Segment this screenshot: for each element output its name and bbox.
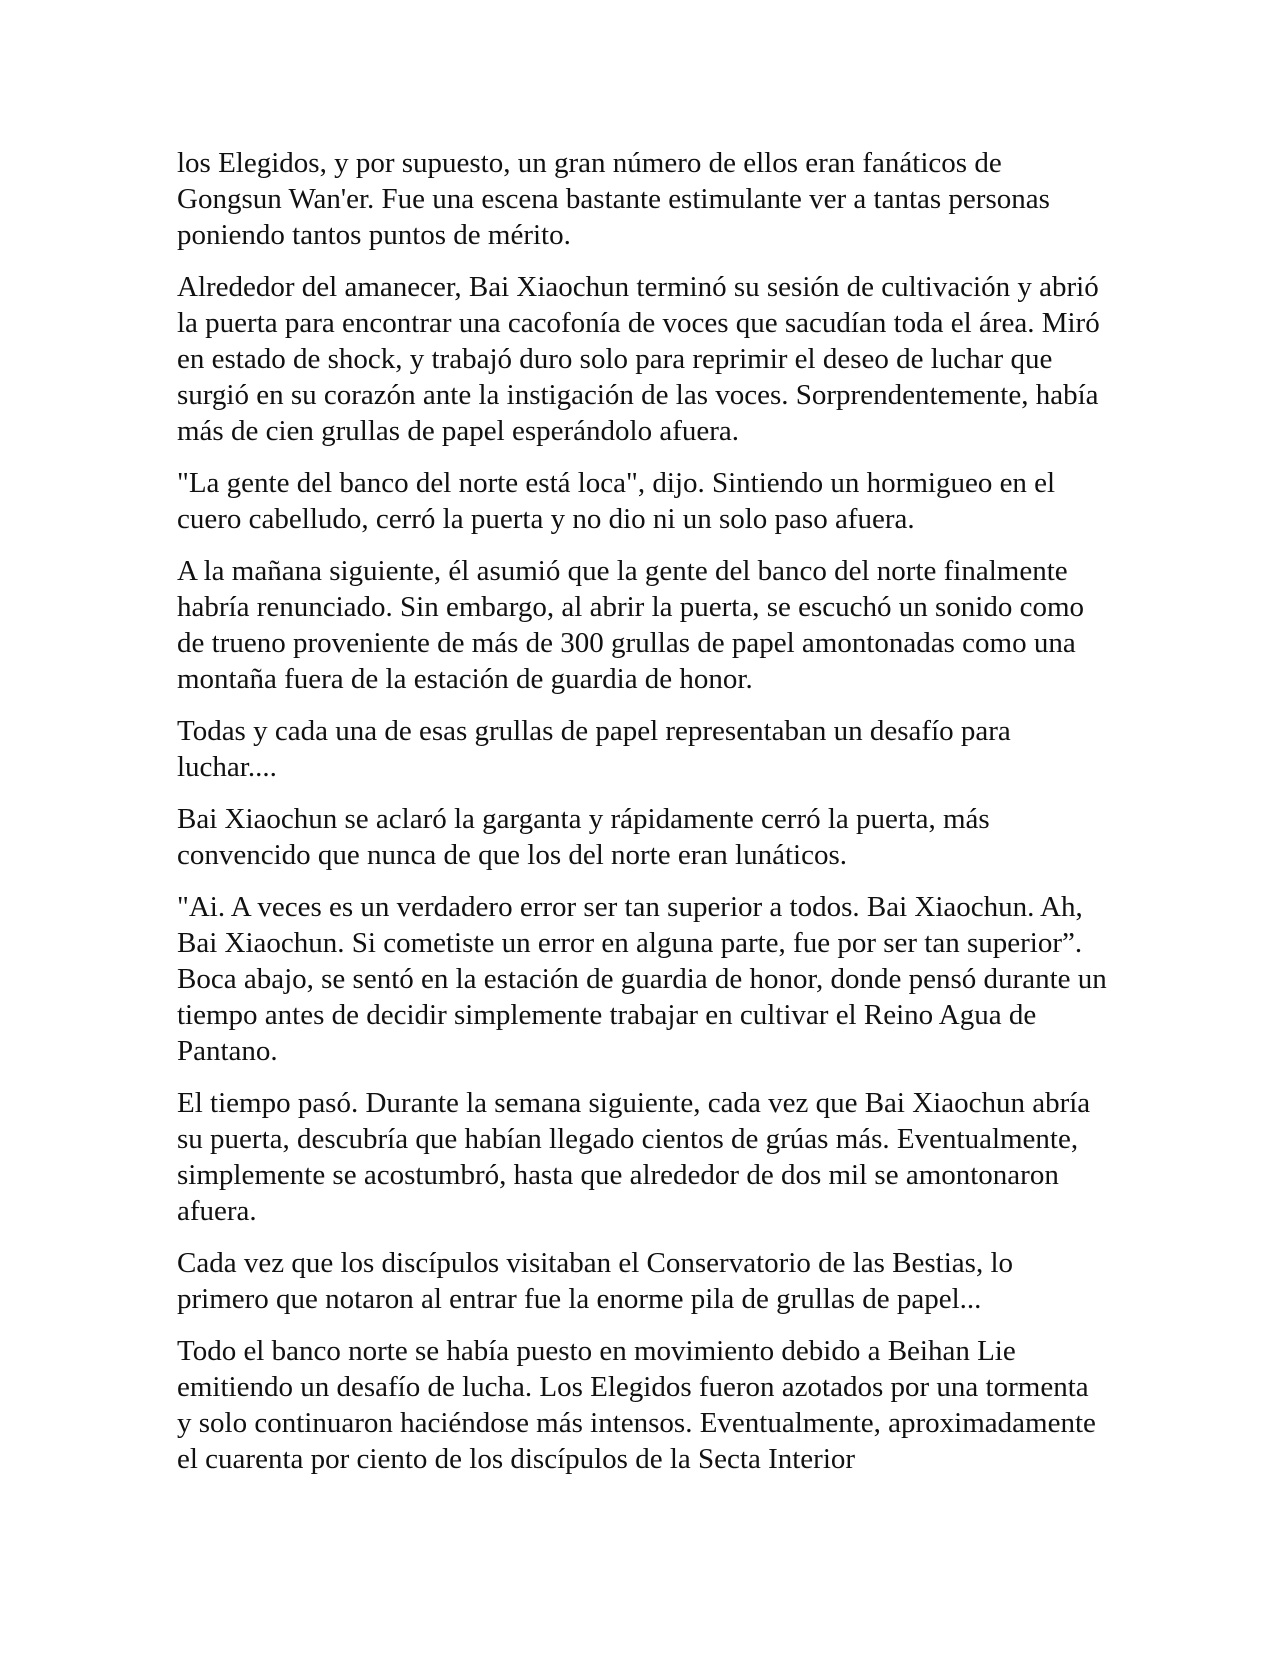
paragraph-4: A la mañana siguiente, él asumió que la gente del banco del norte finalmente habría renunciado. Sin embargo, al abrir la puerta, se escuchó un sonido como de trueno proveniente de más de 300 grullas de papel amontonadas como una montaña fuera de la estación de guardia de honor. bbox=[177, 555, 1085, 695]
body-text bbox=[177, 145, 1107, 1493]
paragraph-3: "La gente del banco del norte está loca", dijo. Sintiendo un hormigueo en el cuero cabelludo, cerró la puerta y no dio ni un solo paso afuera. bbox=[177, 467, 1056, 535]
paragraph-7: "Ai. A veces es un verdadero error ser tan superior a todos. Bai Xiaochun. Ah, Bai Xiaochun. Si cometiste un error en alguna parte, fue por ser tan superior”. Boca abajo, se sentó en la estación de guardia de honor, donde pensó durante un tiempo antes de decidir simplemente trabajar en cultivar el Reino Agua de Pantano. bbox=[177, 891, 1107, 1067]
paragraph-9: Cada vez que los discípulos visitaban el Conservatorio de las Bestias, lo primero que notaron al entrar fue la enorme pila de grullas de papel... bbox=[177, 1247, 1014, 1315]
paragraph-8: El tiempo pasó. Durante la semana siguiente, cada vez que Bai Xiaochun abría su puerta, descubría que habían llegado cientos de grúas más. Eventualmente, simplemente se acostumbró, hasta que alrededor de dos mil se amontonaron afuera. bbox=[177, 1087, 1091, 1227]
paragraph-2: Alrededor del amanecer, Bai Xiaochun terminó su sesión de cultivación y abrió la puerta para encontrar una cacofonía de voces que sacudían toda el área. Miró en estado de shock, y trabajó duro solo para reprimir el deseo de luchar que surgió en su corazón ante la instigación de las voces. Sorprendentemente, había más de cien grullas de papel esperándolo afuera. bbox=[177, 271, 1100, 447]
paragraph-5: Todas y cada una de esas grullas de papel representaban un desafío para luchar.... bbox=[177, 715, 1011, 783]
paragraph-1: los Elegidos, y por supuesto, un gran número de ellos eran fanáticos de Gongsun Wan'er. Fue una escena bastante estimulante ver a tantas personas poniendo tantos puntos de mérito. bbox=[177, 147, 1050, 251]
paragraph-10: Todo el banco norte se había puesto en movimiento debido a Beihan Lie emitiendo un desafío de lucha. Los Elegidos fueron azotados por una tormenta y solo continuaron haciéndose más intensos. Eventualmente, aproximadamente el cuarenta por ciento de los discípulos de la Secta Interior bbox=[177, 1335, 1096, 1475]
paragraph-6: Bai Xiaochun se aclaró la garganta y rápidamente cerró la puerta, más convencido que nunca de que los del norte eran lunáticos. bbox=[177, 803, 990, 871]
